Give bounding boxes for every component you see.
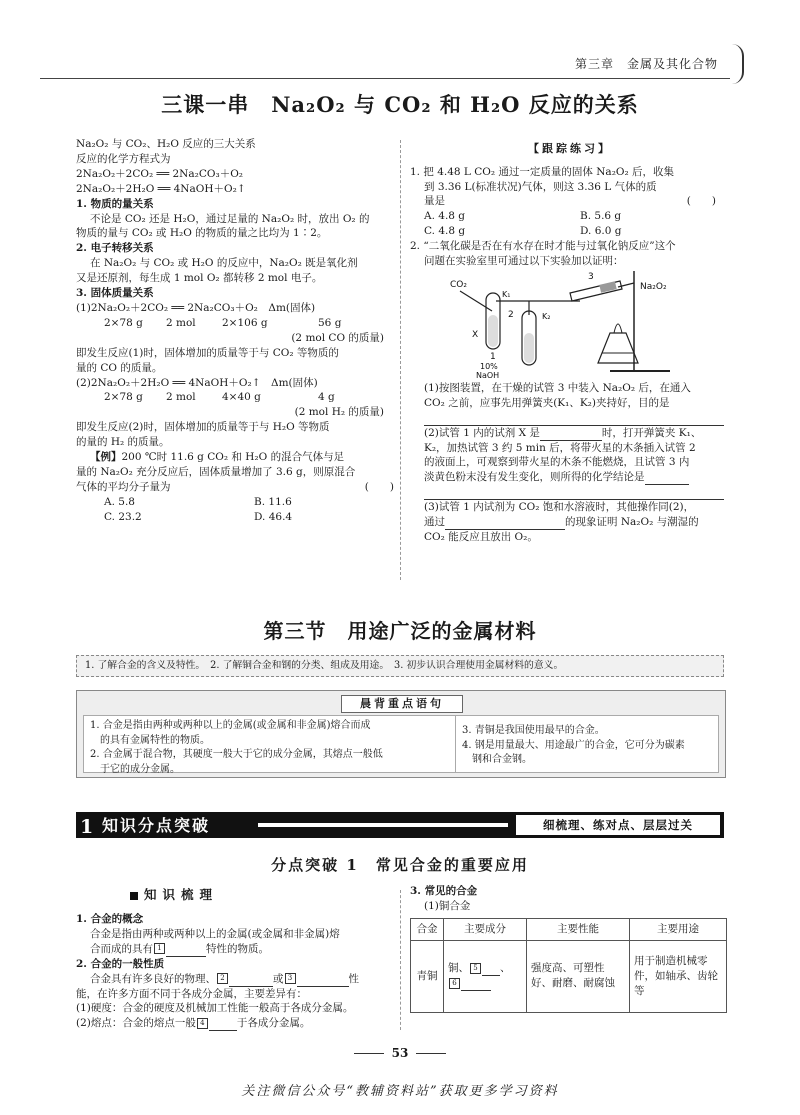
s3-line-1: (3)试管 1 内试剂为 CO₂ 饱和水溶液时，其他操作同(2)， <box>424 501 695 514</box>
q1-line-1: 1. 把 4.48 L CO₂ 通过一定质量的固体 Na₂O₂ 后，收集 <box>410 165 675 178</box>
header-decoration <box>732 44 744 84</box>
heading-1: 1. 物质的量关系 <box>76 197 154 210</box>
example-label: 【例】 <box>90 451 122 464</box>
s2-line-2: K₂，加热试管 3 约 5 min 后，将带火星的木条插入试管 2 <box>424 441 696 454</box>
mass-2d: 4 g <box>318 391 335 404</box>
mass-2c: 4×40 g <box>222 391 261 404</box>
alloy-para-1a: 合金是指由两种或两种以上的金属(或金属和非金属)熔 <box>90 927 340 940</box>
recital-1b: 的具有金属特性的物质。 <box>100 734 210 746</box>
q1-option-b: B. 5.6 g <box>580 210 622 223</box>
cell-composition: 铜、 5 、 6 <box>444 940 527 1012</box>
q1-line-3 <box>410 194 730 209</box>
para-1a: 不论是 CO₂ 还是 H₂O，通过足量的 Na₂O₂ 时，放出 O₂ 的 <box>90 212 370 225</box>
s3-text-2b: 的现象证明 Na₂O₂ 与潮湿的 <box>565 516 699 529</box>
s1-line-2: CO₂ 之前，应事先用弹簧夹(K₁、K₂)夹持好，目的是 <box>424 396 670 409</box>
knowledge-sort-label: 知识梳理 <box>144 887 219 902</box>
copper-alloy-label: (1)铜合金 <box>424 899 471 912</box>
label-naoh-pct: 10% <box>480 361 498 371</box>
morning-recital-content <box>83 715 719 773</box>
blank-number-1: 1 <box>154 943 165 954</box>
equation-1: 2Na₂O₂＋2CO₂ ══ 2Na₂CO₃＋O₂ <box>76 167 244 180</box>
subsection-title: 分点突破 1 常见合金的重要应用 <box>271 856 529 874</box>
label-1: 1 <box>490 351 496 362</box>
alloy-text-2a: 合金具有许多良好的物理、 <box>90 972 216 985</box>
blank-number-3: 3 <box>285 973 296 984</box>
option-d: D. 46.4 <box>254 510 293 523</box>
right-column <box>410 137 730 545</box>
page-number-text: 53 <box>391 1046 409 1060</box>
section-title: 第三节 用途广泛的金属材料 <box>263 619 537 643</box>
s3-line-3: CO₂ 能反应且放出 O₂。 <box>424 531 538 544</box>
label-x: X <box>472 329 479 340</box>
mass-note-1: (2 mol CO 的质量) <box>291 331 384 344</box>
blank-number-5: 5 <box>470 963 481 974</box>
para-2a: 在 Na₂O₂ 与 CO₂ 或 H₂O 的反应中，Na₂O₂ 既是氧化剂 <box>90 257 358 270</box>
para-1b: 物质的量与 CO₂ 或 H₂O 的物质的量之比均为 1∶2。 <box>76 227 328 240</box>
s2-text-1b: 时，打开弹簧夹 K₁、 <box>601 426 702 439</box>
mass-para-2a: 即发生反应(2)时，固体增加的质量等于与 H₂O 等物质 <box>76 421 330 434</box>
intro-line-1: Na₂O₂ 与 CO₂、H₂O 反应的三大关系 <box>76 138 256 150</box>
option-b: B. 11.6 <box>254 495 292 508</box>
mass-eq-2: (2)2Na₂O₂＋2H₂O ══ 4NaOH＋O₂↑ Δm(固体) <box>76 376 318 389</box>
running-header <box>40 48 730 79</box>
alloy-para-1b <box>76 942 394 957</box>
learning-goals: 1. 了解合金的含义及特性。 2. 了解铜合金和钢的分类、组成及用途。 3. 初步认识合理使用金属材料的意义。 <box>76 655 724 677</box>
cell-uses: 用于制造机械零件，如轴承、齿轮等 <box>630 940 727 1012</box>
mass-2b: 2 mol <box>166 391 196 404</box>
left-column-2 <box>76 912 394 1031</box>
table-row <box>411 940 727 1012</box>
s2-line-4 <box>410 470 730 485</box>
q1-text-3: 量是 <box>424 195 445 208</box>
bar-number: 1 <box>80 816 94 838</box>
footer-note: 关注微信公众号“教辅资料站”获取更多学习资料 <box>241 1084 559 1099</box>
label-2: 2 <box>508 309 514 320</box>
mass-eq-1: (1)2Na₂O₂＋2CO₂ ══ 2Na₂CO₃＋O₂ Δm(固体) <box>76 301 316 314</box>
label-naoh: NaOH <box>476 370 500 379</box>
mass-1c: 2×106 g <box>222 316 268 329</box>
alloy-text-2d: (2)熔点：合金的熔点一般 <box>76 1017 196 1030</box>
alloy-para-2d <box>76 1016 394 1031</box>
th-alloy: 合金 <box>411 918 444 940</box>
q1-line-2: 到 3.36 L(标准状况)气体，则这 3.36 L 气体的质 <box>424 180 657 193</box>
alloy-heading-2: 2. 合金的一般性质 <box>76 957 165 970</box>
th-composition: 主要成分 <box>444 918 527 940</box>
mass-row-2 <box>76 390 394 405</box>
para-2b: 又是还原剂，每生成 1 mol O₂ 都转移 2 mol 电子。 <box>76 272 323 285</box>
common-alloys-heading: 3. 常见的合金 <box>410 885 478 897</box>
label-co2: CO₂ <box>450 279 467 290</box>
mass-1d: 56 g <box>318 316 342 329</box>
table-header-row <box>411 918 727 940</box>
morning-recital-title: 晨背重点语句 <box>341 695 463 713</box>
example-line-2: 量的 Na₂O₂ 充分反应后，固体质量增加了 3.6 g，则原混合 <box>76 465 356 478</box>
track-title: 【跟踪练习】 <box>528 142 612 155</box>
q1-option-d: D. 6.0 g <box>580 225 622 238</box>
alloy-text-2e: 于各成分金属。 <box>236 1017 311 1030</box>
mass-para-1b: 量的 CO 的质量。 <box>76 361 163 374</box>
label-3: 3 <box>588 271 594 282</box>
intro-line-2: 反应的化学方程式为 <box>76 152 171 165</box>
equation-2: 2Na₂O₂＋2H₂O ══ 4NaOH＋O₂↑ <box>76 182 246 195</box>
recital-right <box>456 716 718 772</box>
alloy-para-2c: (1)硬度：合金的硬度及机械加工性能一般高于各成分金属。 <box>76 1002 354 1015</box>
heading-3: 3. 固体质量关系 <box>76 287 154 300</box>
recital-3: 3. 青铜是我国使用最早的合金。 <box>462 725 605 736</box>
s1-line-1: (1)按图装置，在干燥的试管 3 中装入 Na₂O₂ 后，在通入 <box>424 381 691 394</box>
comp-text: 铜、 <box>448 962 469 975</box>
column-divider <box>400 140 401 580</box>
mass-note-2: (2 mol H₂ 的质量) <box>294 406 384 419</box>
morning-recital-box <box>76 690 726 778</box>
recital-1a: 1. 合金是指由两种或两种以上的金属(或金属和非金属)熔合而成 <box>90 720 371 731</box>
q1-option-a: A. 4.8 g <box>424 210 466 223</box>
option-a: A. 5.8 <box>104 495 135 508</box>
blank-number-2: 2 <box>217 973 228 984</box>
q2-line-1: 2. “二氧化碳是否在有水存在时才能与过氧化钠反应”这个 <box>410 240 676 253</box>
example-line-3 <box>76 480 394 495</box>
alloy-text-2b: 或 <box>273 972 284 985</box>
knowledge-bar <box>76 812 724 838</box>
column-divider-2 <box>400 890 401 1030</box>
mass-1b: 2 mol <box>166 316 196 329</box>
recital-4b: 钢和合金钢。 <box>472 754 532 765</box>
q1-options-1 <box>410 209 730 224</box>
alloy-para-2a <box>76 972 394 987</box>
options-row-1 <box>76 495 394 510</box>
mass-row-1 <box>76 316 394 331</box>
apparatus-diagram <box>450 271 690 379</box>
s1-blank <box>410 411 730 426</box>
label-k1: K₁ <box>502 289 511 299</box>
right-column-2 <box>410 884 730 1013</box>
blank-number-6: 6 <box>449 978 460 989</box>
alloy-text-1b: 合而成的具有 <box>90 942 153 955</box>
left-column <box>76 137 394 525</box>
page-title: 三课一串 Na₂O₂ 与 CO₂ 和 H₂O 反应的关系 <box>161 92 639 117</box>
answer-paren: ( ) <box>364 480 394 493</box>
s3-text-2: 通过 <box>424 516 445 529</box>
bar-title: 知识分点突破 <box>102 816 211 835</box>
q2-line-2: 问题在实验室里可通过以下实验加以证明： <box>424 255 624 268</box>
square-bullet-icon <box>130 892 138 900</box>
option-c: C. 23.2 <box>104 510 142 523</box>
s2-line-3: 的液面上，可观察到带火星的木条不能燃烧，且试管 3 内 <box>424 456 690 469</box>
example-line-1 <box>76 450 394 465</box>
alloy-text-1c: 特性的物质。 <box>206 942 269 955</box>
cell-properties: 强度高、可塑性好、耐磨、耐腐蚀 <box>527 940 630 1012</box>
s2-blank <box>410 485 730 500</box>
knowledge-sort-title <box>130 886 218 904</box>
th-uses: 主要用途 <box>630 918 727 940</box>
heading-2: 2. 电子转移关系 <box>76 242 154 255</box>
page-number <box>0 1045 800 1062</box>
chapter-label: 第三章 金属及其化合物 <box>574 57 718 71</box>
example-text-3: 气体的平均分子量为 <box>76 480 171 493</box>
s2-line-1 <box>410 426 730 441</box>
mass-para-2b: 的量的 H₂ 的质量。 <box>76 436 170 449</box>
bar-rule <box>258 823 508 827</box>
recital-2a: 2. 合金属于混合物，其硬度一般大于它的成分金属，其熔点一般低 <box>90 749 383 760</box>
cell-bronze: 青铜 <box>411 940 444 1012</box>
recital-2b: 于它的成分金属。 <box>100 763 180 775</box>
label-k2: K₂ <box>542 311 551 321</box>
q1-options-2 <box>410 224 730 239</box>
s2-text-1: (2)试管 1 内的试剂 X 是 <box>424 426 540 439</box>
s2-text-4: 淡黄色粉末没有发生变化，则所得的化学结论是 <box>424 471 645 484</box>
recital-4a: 4. 钢是用量最大、用途最广的合金，它可分为碳素 <box>462 739 685 751</box>
mass-2a: 2×78 g <box>104 391 143 404</box>
recital-left <box>84 716 456 775</box>
label-na2o2: Na₂O₂ <box>640 281 667 292</box>
copper-alloy-table <box>410 918 727 1013</box>
bar-tagline: 细梳理、练对点、层层过关 <box>516 815 720 835</box>
alloy-heading-1: 1. 合金的概念 <box>76 913 144 925</box>
blank-number-4: 4 <box>197 1018 208 1029</box>
q1-option-c: C. 4.8 g <box>424 225 466 238</box>
mass-1a: 2×78 g <box>104 316 143 329</box>
th-properties: 主要性能 <box>527 918 630 940</box>
alloy-text-2c: 性 <box>348 972 359 985</box>
example-text-1: 200 ℃时 11.6 g CO₂ 和 H₂O 的混合气体与足 <box>121 451 345 464</box>
q1-paren: ( ) <box>686 195 716 208</box>
options-row-2 <box>76 510 394 525</box>
mass-para-1a: 即发生反应(1)时，固体增加的质量等于与 CO₂ 等物质的 <box>76 346 339 359</box>
alloy-para-2b: 能，在许多方面不同于各成分金属，主要差异有： <box>76 987 307 1000</box>
s3-line-2 <box>410 515 730 530</box>
